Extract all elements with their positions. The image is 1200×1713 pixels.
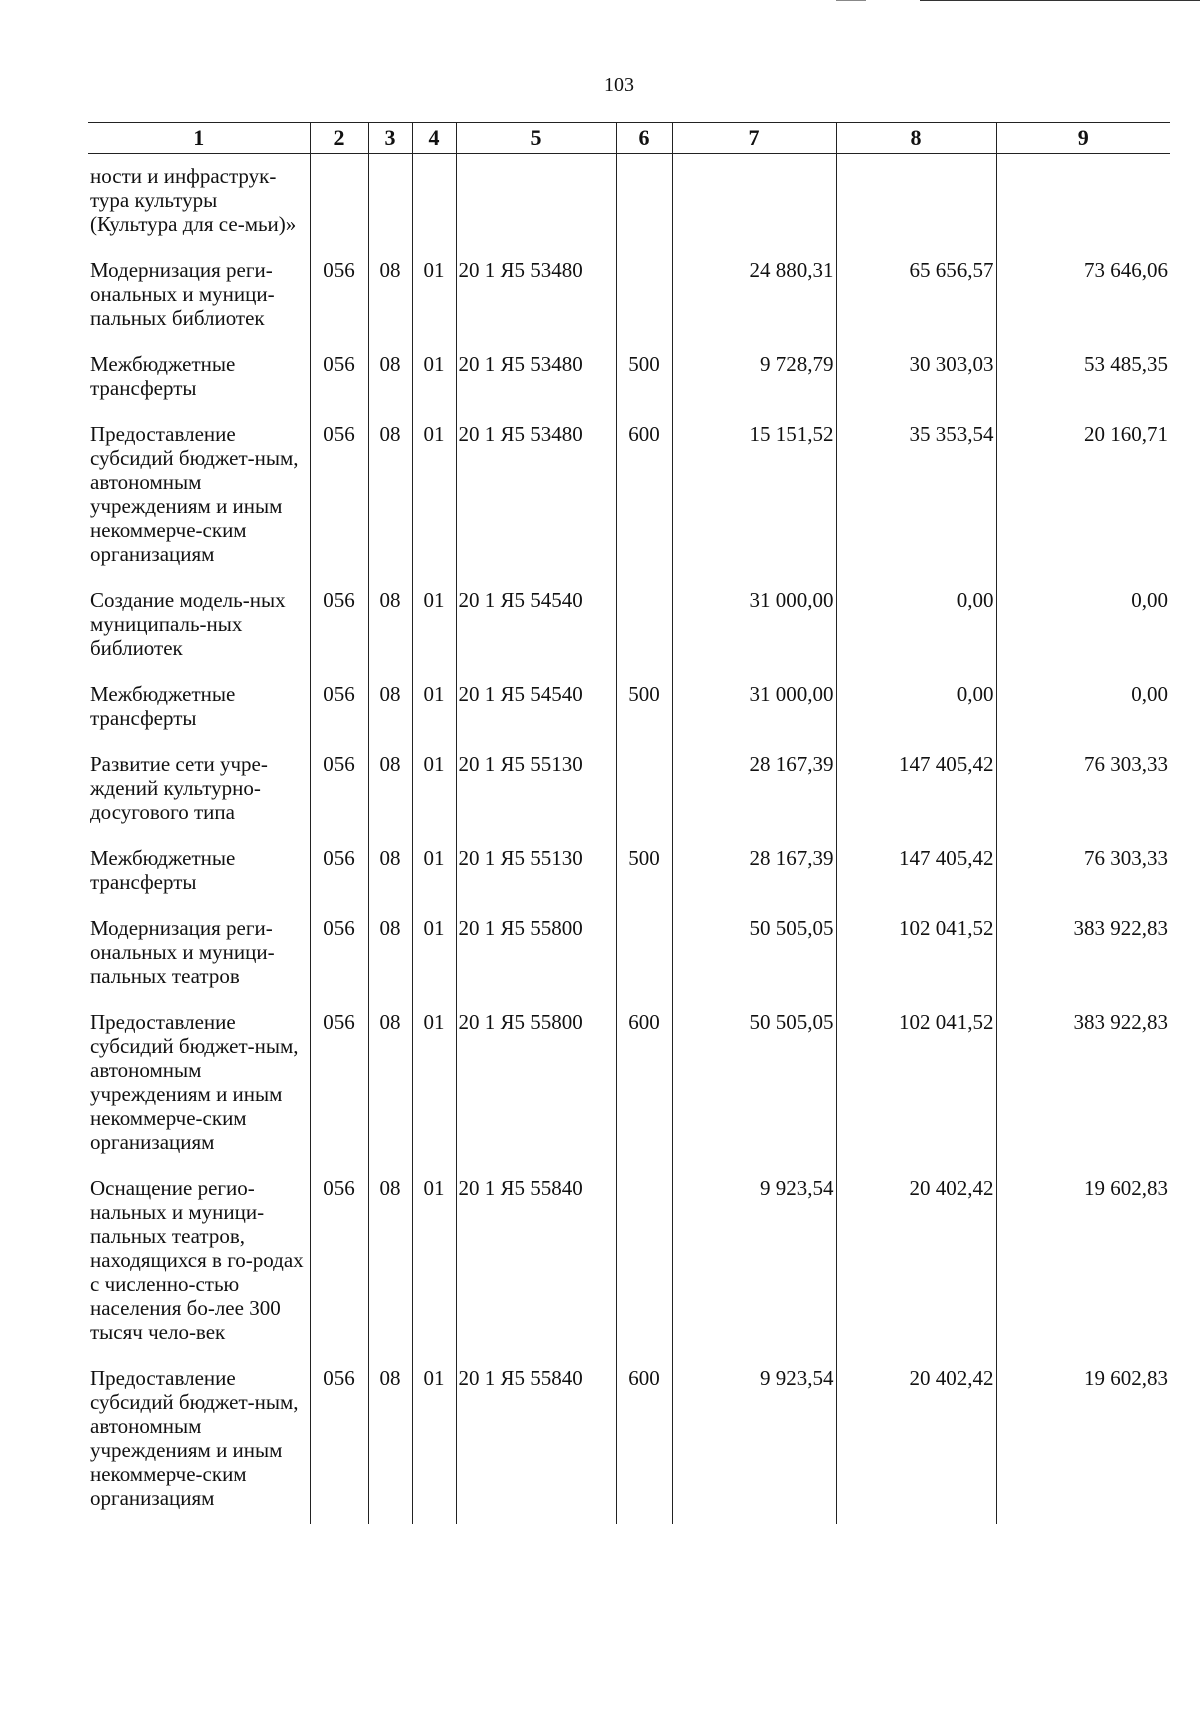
row-name: Модернизация реги-ональных и муници-пальных театров [90,916,275,988]
cell-amount-col9: 20 160,71 [996,422,1170,588]
header-col-3: 3 [368,123,412,154]
cell-amount-col7: 24 880,31 [672,258,836,352]
cell-section: 08 [368,916,412,1010]
cell-amount-col7: 50 505,05 [672,916,836,1010]
cell-amount-col7: 9 923,54 [672,1176,836,1366]
row-name: Предоставление субсидий бюджет-ным, автономным учреждениям и иным некоммерче-ским организациям [90,422,299,566]
table-row [88,752,1170,846]
cell-section: 08 [368,1176,412,1366]
cell-section: 08 [368,1366,412,1524]
cell-section: 08 [368,588,412,682]
cell-amount-col9: 0,00 [996,588,1170,682]
cell-amount-col8: 0,00 [836,682,996,752]
cell-amount-col8: 20 402,42 [836,1366,996,1524]
cell-subsection [412,154,456,259]
cell-amount-col7: 31 000,00 [672,682,836,752]
table-row [88,846,1170,916]
cell-expense-type: 500 [616,846,672,916]
cell-section: 08 [368,752,412,846]
cell-target-article: 20 1 Я5 55800 [456,916,616,1010]
cell-amount-col7: 50 505,05 [672,1010,836,1176]
page-number: 103 [604,74,634,96]
header-row [88,123,1170,154]
cell-amount-col9: 0,00 [996,682,1170,752]
table-row [88,588,1170,682]
row-name: Межбюджетные трансферты [90,352,236,400]
header-col-8: 8 [836,123,996,154]
cell-target-article: 20 1 Я5 55130 [456,846,616,916]
cell-amount-col9: 53 485,35 [996,352,1170,422]
header-col-5: 5 [456,123,616,154]
cell-amount-col9: 76 303,33 [996,846,1170,916]
cell-target-article: 20 1 Я5 53480 [456,422,616,588]
cell-amount-col7 [672,154,836,259]
cell-amount-col8: 30 303,03 [836,352,996,422]
cell-expense-type [616,1176,672,1366]
cell-amount-col7: 31 000,00 [672,588,836,682]
cell-amount-col9: 76 303,33 [996,752,1170,846]
header-col-4: 4 [412,123,456,154]
cell-subsection: 01 [412,1176,456,1366]
cell-subsection: 01 [412,588,456,682]
cell-section: 08 [368,422,412,588]
cell-expense-type: 500 [616,352,672,422]
cell-amount-col8: 102 041,52 [836,1010,996,1176]
cell-expense-type: 600 [616,1010,672,1176]
cell-target-article: 20 1 Я5 54540 [456,682,616,752]
cell-ministry: 056 [310,258,368,352]
cell-subsection: 01 [412,422,456,588]
cell-section: 08 [368,1010,412,1176]
cell-ministry: 056 [310,1176,368,1366]
cell-amount-col8: 102 041,52 [836,916,996,1010]
cell-section: 08 [368,258,412,352]
cell-subsection: 01 [412,352,456,422]
cell-ministry: 056 [310,1010,368,1176]
table-row [88,916,1170,1010]
cell-amount-col7: 15 151,52 [672,422,836,588]
row-name: Создание модель-ных муниципаль-ных библиотек [90,588,286,660]
table-row [88,1010,1170,1176]
header-col-7: 7 [672,123,836,154]
cell-target-article: 20 1 Я5 53480 [456,352,616,422]
cell-amount-col8 [836,154,996,259]
scan-edge-line [920,0,1200,1]
budget-table [88,122,1170,1524]
scan-edge-mark [836,0,866,1]
cell-subsection: 01 [412,258,456,352]
cell-expense-type [616,258,672,352]
cell-target-article: 20 1 Я5 54540 [456,588,616,682]
cell-amount-col8: 65 656,57 [836,258,996,352]
cell-target-article: 20 1 Я5 55130 [456,752,616,846]
cell-expense-type [616,752,672,846]
cell-amount-col9: 383 922,83 [996,916,1170,1010]
cell-expense-type: 500 [616,682,672,752]
row-name: Предоставление субсидий бюджет-ным, автономным учреждениям и иным некоммерче-ским организациям [90,1010,299,1154]
table-row [88,1366,1170,1524]
table-row [88,1176,1170,1366]
cell-subsection: 01 [412,1010,456,1176]
cell-section: 08 [368,682,412,752]
cell-target-article [456,154,616,259]
cell-subsection: 01 [412,682,456,752]
cell-subsection: 01 [412,752,456,846]
cell-ministry: 056 [310,682,368,752]
table-row [88,258,1170,352]
cell-subsection: 01 [412,916,456,1010]
table-row [88,422,1170,588]
cell-amount-col8: 20 402,42 [836,1176,996,1366]
header-col-6: 6 [616,123,672,154]
cell-ministry: 056 [310,846,368,916]
table-row [88,352,1170,422]
cell-expense-type: 600 [616,422,672,588]
cell-ministry: 056 [310,588,368,682]
row-name: Развитие сети учре-ждений культурно-досугового типа [90,752,268,824]
cell-section: 08 [368,846,412,916]
header-col-2: 2 [310,123,368,154]
cell-amount-col9: 383 922,83 [996,1010,1170,1176]
row-name: Межбюджетные трансферты [90,682,236,730]
cell-target-article: 20 1 Я5 55840 [456,1176,616,1366]
cell-target-article: 20 1 Я5 55840 [456,1366,616,1524]
cell-section [368,154,412,259]
cell-ministry: 056 [310,1366,368,1524]
cell-expense-type [616,916,672,1010]
table-row [88,154,1170,259]
cell-ministry: 056 [310,916,368,1010]
cell-ministry [310,154,368,259]
cell-section: 08 [368,352,412,422]
cell-amount-col9 [996,154,1170,259]
cell-target-article: 20 1 Я5 55800 [456,1010,616,1176]
cell-amount-col9: 73 646,06 [996,258,1170,352]
cell-amount-col7: 28 167,39 [672,752,836,846]
header-col-9: 9 [996,123,1170,154]
cell-amount-col8: 147 405,42 [836,846,996,916]
cell-subsection: 01 [412,846,456,916]
cell-ministry: 056 [310,752,368,846]
row-name: Модернизация реги-ональных и муници-пальных библиотек [90,258,275,330]
row-name: Оснащение регио-нальных и муници-пальных театров, находящихся в го-родах с численно-стью населения бо-лее 300 тысяч чело-век [90,1176,304,1344]
row-name: ности и инфраструк-тура культуры (Культура для се-мьи)» [90,164,297,236]
header-col-1: 1 [88,123,310,154]
cell-expense-type: 600 [616,1366,672,1524]
cell-amount-col7: 9 923,54 [672,1366,836,1524]
cell-amount-col8: 35 353,54 [836,422,996,588]
cell-expense-type [616,588,672,682]
cell-subsection: 01 [412,1366,456,1524]
cell-amount-col7: 9 728,79 [672,352,836,422]
cell-amount-col9: 19 602,83 [996,1176,1170,1366]
cell-target-article: 20 1 Я5 53480 [456,258,616,352]
row-name: Предоставление субсидий бюджет-ным, автономным учреждениям и иным некоммерче-ским организациям [90,1366,299,1510]
cell-expense-type [616,154,672,259]
table-row [88,682,1170,752]
row-name: Межбюджетные трансферты [90,846,236,894]
cell-ministry: 056 [310,352,368,422]
cell-ministry: 056 [310,422,368,588]
cell-amount-col8: 147 405,42 [836,752,996,846]
cell-amount-col7: 28 167,39 [672,846,836,916]
cell-amount-col8: 0,00 [836,588,996,682]
cell-amount-col9: 19 602,83 [996,1366,1170,1524]
